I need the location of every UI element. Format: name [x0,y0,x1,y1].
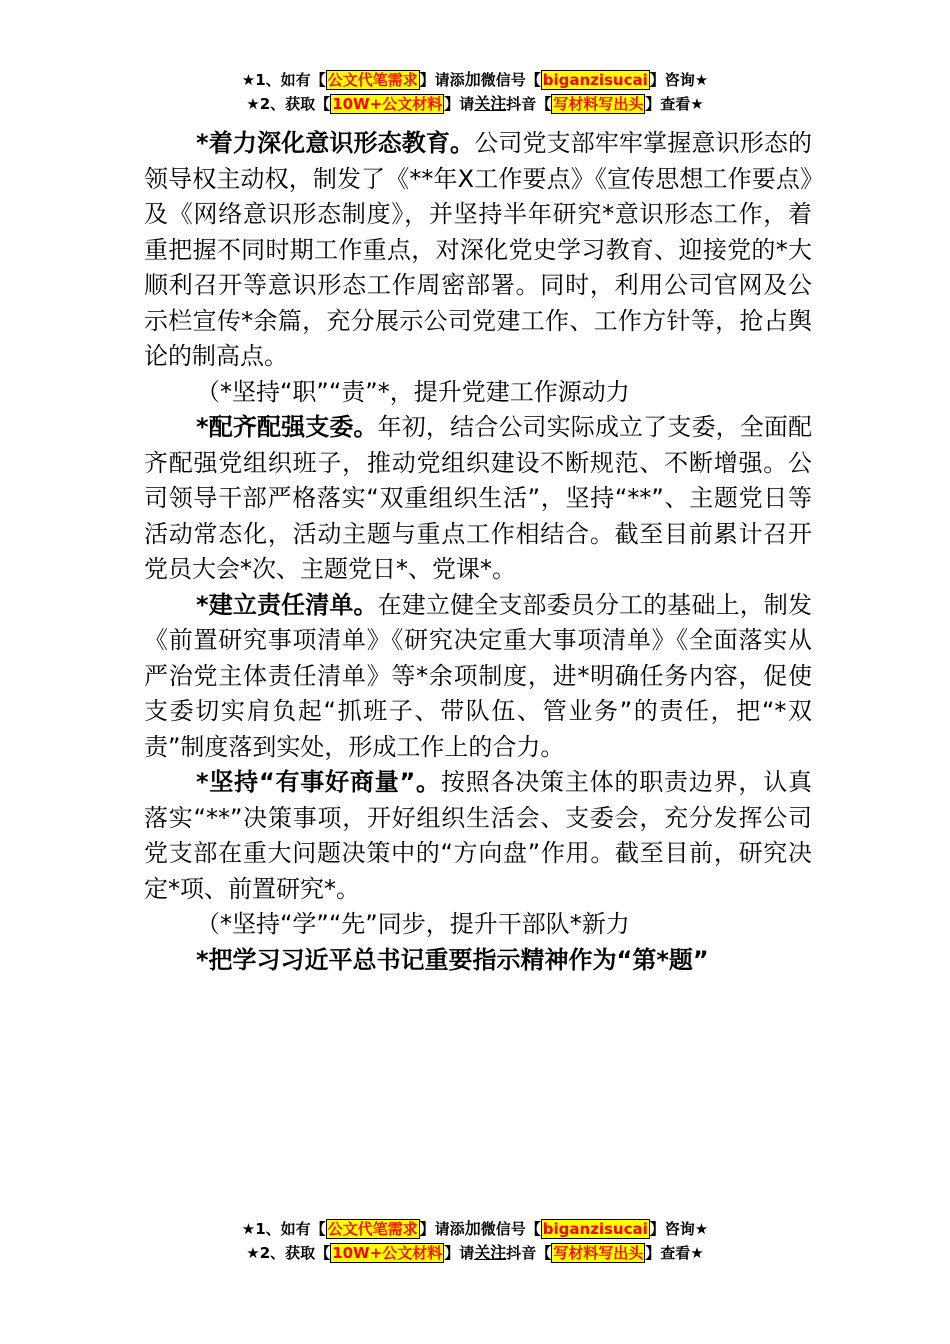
promo-line-2 [0,1241,950,1265]
paragraph-committee [144,410,812,588]
promo-text: 加 [464,1219,481,1238]
highlight-materials: 10W+公文材料 [332,1244,443,1262]
promo-text: 关注 [474,1243,507,1262]
promo-line-1 [0,1217,950,1241]
paragraph-text: 在建立健全支部委员分工的基础上，制发《前置研究事项清单》《研究决定重大事项清单》《全面落实从严治党主体责任清单》等*余项制度，进*明确任务内容，促使支委切实肩负起“抓班子、带队伍、管业务”的责任，把“*双责”制度落到实处，形成工作上的合力。 [144,590,812,761]
promo-banner-top [0,68,950,116]
paragraph-lead: *着力深化意识形态教育。 [196,129,475,157]
paragraph-text: 年初，结合公司实际成立了支委，全面配齐配强党组织班子，推动党组织建设不断规范、不断增强。公司领导干部严格落实“双重组织生活”，坚持“**”、主题党日等活动常态化，活动主题与重点工作相结合。截至目前累计召开党员大会*次、主题党日*、党课*。 [144,413,812,583]
paragraph-lead: *坚持“有事好商量”。 [196,768,441,796]
paragraph-text: 公司党支部牢牢掌握意识形态的领导权主动权，制发了《**年X工作要点》《宣传思想工作要点》及《网络意识形态制度》，并坚持半年研究*意识形态工作，着重把握不同时期工作重点，对深化党史学习教育、迎接党的*大顺利召开等意识形态工作周密部署。同时，利用公司官网及公示栏宣传*余篇，充分展示公司党建工作、工作方针等，抢占舆论的制高点。 [144,129,812,370]
promo-text: 】请 [444,95,475,113]
section-heading: （*坚持“学”“先”同步，提升干部队*新力 [196,910,630,938]
paragraph-lead: *配齐配强支委。 [196,413,378,441]
paragraph-text: 按照各决策主体的职责边界，认真落实“**”决策事项，开好组织生活会、支委会，充分发挥公司党支部在重大问题决策中的“方向盘”作用。截至目前，研究决定*项、前置研究*。 [144,768,812,903]
highlight-wechat-id: biganzisucai [542,71,648,89]
promo-text: 】查看★ [645,1244,704,1262]
promo-text: ★1、如有【 [241,71,326,89]
paragraph-lead: *建立责任清单。 [196,590,378,619]
highlight-materials: 10W+公文材料 [332,95,443,113]
promo-text: 】咨询★ [649,1220,709,1238]
promo-text: 抖音【 [506,95,552,113]
paragraph-responsibility [144,588,812,766]
promo-text: 】请添 [419,1220,465,1238]
highlight-douyin: 写材料写出头 [553,1244,644,1262]
promo-text: 】咨询★ [649,71,709,89]
highlight-wechat-id: biganzisucai [542,1220,648,1238]
paragraph-lead: *把学习习近平总书记重要指示精神作为“第*题” [196,945,709,974]
promo-line-2 [0,92,950,116]
promo-banner-bottom [0,1217,950,1265]
promo-text: 】查看★ [645,95,704,113]
promo-text: ★1、如有【 [241,1220,326,1238]
promo-text: 】请添 [419,71,465,89]
promo-text: 加 [464,70,481,89]
promo-text: 关注 [474,94,507,113]
highlight-service: 公文代笔需求 [327,71,418,89]
promo-text: ★2、获取【 [246,1244,331,1262]
highlight-service: 公文代笔需求 [327,1220,418,1238]
paragraph-study [144,943,812,979]
section-heading: （*坚持“职”“责”*，提升党建工作源动力 [196,377,630,406]
highlight-douyin: 写材料写出头 [553,95,644,113]
promo-text: 微信号【 [480,1220,541,1238]
paragraph-consultation [144,765,812,907]
promo-line-1 [0,68,950,92]
paragraph-ideology [144,126,812,375]
promo-text: 抖音【 [506,1244,552,1262]
promo-text: 微信号【 [480,71,541,89]
promo-text: 】请 [444,1244,475,1262]
promo-text: ★2、获取【 [246,95,331,113]
document-body [144,126,812,978]
